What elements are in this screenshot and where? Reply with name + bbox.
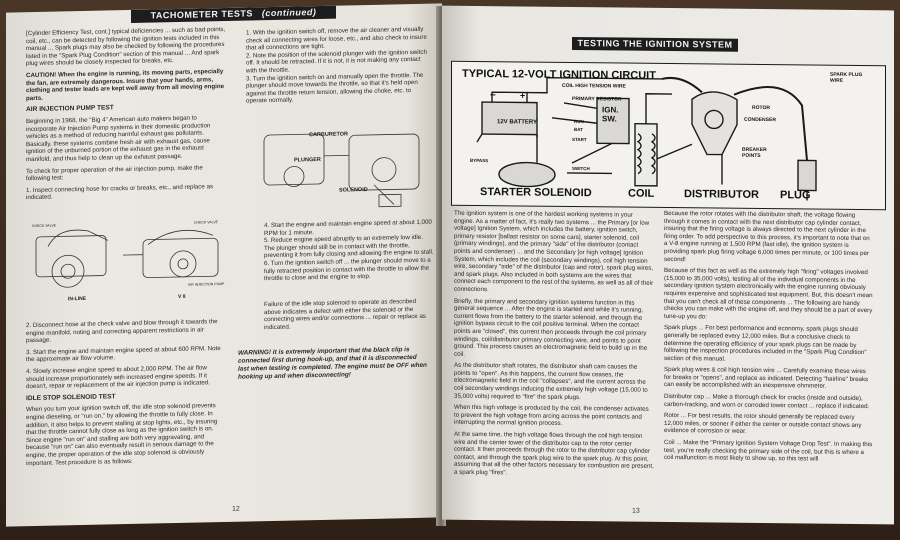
start-label: START (572, 136, 587, 143)
fig-label-check-valve-2: CHECK VALVE (194, 220, 218, 225)
air-pump-title: AIR INJECTION PUMP TEST (26, 104, 114, 114)
ignition-para-7: Because of this fact as well as the extremely high "firing" voltages involved (15,000 to 35,000 volts), testing all of the individual components in the secondary ignition system electronically with the engine running obviously requires expensive and sophisticated test equipment. But, this doesn't mean that you can't check all of these components ... The following are handy checks you can make with the engine off, and they should be a part of every tune-up you do: (664, 267, 873, 321)
air-step-2: 2. Disconnect hose at the check valve and blow through it towards the engine manifold, noting and correcting apparent restrictions in air passage. (26, 318, 218, 345)
caption-distributor: DISTRIBUTOR (684, 188, 759, 201)
rotor-check: Rotor ... For best results, the rotor should generally be replaced every 12,000 miles, or sooner if either the center or outside contact shows any evidence of corrosion or wear. (664, 412, 862, 436)
distributor-shape (692, 92, 737, 155)
right-page-header: TESTING THE IGNITION SYSTEM (572, 37, 738, 52)
primary-resistor-label: PRIMARY RESISTOR (572, 95, 622, 103)
left-column-2-top: 1. With the ignition switch off, remove the air cleaner and visually check all connecting wires for loose, etc., and also check to insure that all connections are tight. 2. Note the position of the solenoid plunger with the ignition switch off. It should be retracted. If it is not, it is not making any contact with the throttle. 3. Turn the ignition switch on and manually open the throttle. The plunger should move towards the throttle, so that it's held open against the throttle return tension, allowing the choke, etc. to operate normally. (246, 25, 427, 105)
coil-hv-wire-label: COIL HIGH TENSION WIRE (562, 82, 626, 90)
idle-stop-text: When you turn your ignition switch off, the idle stop solenoid prevents engine dieseling, or "run on," by allowing the throttle to fully close. In addition, it also helps to prevent stalling at stop lights, etc., by insuring that the throttle cannot fully close as long as the ignition switch is on. Since engine "run on" and stalling are both very aggravating, and because "run on" can also eventually result in serious damage to the engine, the proper operation of the idle stop solenoid is obviously important. Test procedure is as follows: (26, 402, 218, 467)
breaker-points-label: BREAKER POINTS (742, 146, 767, 159)
ignition-para-1: The ignition system is one of the hardest working systems in your engine. As a matter of fact, it's really two systems ... the Primary [or low voltage] Ignition System, which includes the battery, ignition switch, primary resistor [ballast resistor on some cars], starter solenoid, coil (primary windings), and the primary "side" of the distributor (contact points and condenser) ... and the Secondary [or high voltage] Ignition System, which includes the coil (secondary windings), coil high tension wire, secondary "side" of the distributor (cap and rotor), spark plug wires, and spark plugs. Also included in both systems are the wires that connect each component to the rest of the systems, as well as all of their connections. (454, 209, 654, 294)
left-column-2-steps: 4. Start the engine and maintain engine speed at about 1,000 RPM for 1 minute. 5. Reduce engine speed abruptly to an extremely low idle. The plunger should still be in contact with the throttle, preventing it from fully closing and allowing the engine to stall. 6. Turn the ignition switch off ... the plunger should move to a fully retracted position in contact with the throttle to allow the throttle to close and the engine to stop. (264, 218, 434, 283)
intro-paragraph: [Cylinder Efficiency Test, cont.] typical deficiencies ... such as bad points, coil, etc., can be detected by following the ignition tests included in this manual ... Spark plugs may also be checked by following the procedures listed in the "Spark Plug Condition" section of this manual ... And spark plug wires should be closely inspected for breaks, etc. (26, 25, 226, 68)
run-label: RUN (574, 119, 584, 125)
ign-switch-label: IGN. SW. (602, 105, 619, 124)
distributor-cap-check: Distributor cap ... Make a thorough check for cracks (inside and outside), carbon-tracking, and worn or corroded tower contact ... replace if indicated. (664, 393, 870, 410)
spark-plug-shape (798, 160, 816, 190)
air-pump-text: Beginning in 1968, the "Big 4" American auto makers began to incorporate Air Injection Pump systems in their domestic production vehicles as a method of reducing harmful exhaust gas pollutants. Basically, these systems combine fresh air with exhaust gas, cause ignition of the unburned portion of the exhaust gas in the exhaust manifold, and thus help to clean up the exhaust passage. (26, 114, 211, 164)
ignition-para-2: Briefly, the primary and secondary ignition systems function in this general sequence ... After the engine is started and while it's running, current flows from the battery to the starter solenoid, and through the ignition bypass circuit to the coil positive terminal. When the contact points are "closed", this current then proceeds through the coil primary windings, coil/distributor primary connecting wire, and points to point ground. This process causes an electromagnetic field to build up in the coil. (454, 297, 648, 358)
ignition-para-6: Because the rotor rotates with the distributor shaft, the voltage flowing through it comes in contact with the next distributor cap cylinder contact, insuring that the firing voltage is always directed to the next cylinder in the firing order. To add perspective to this process, it's important to note that on a V-8 engine running at 1,500 RPM (fast idle), the ignition system is providing spark plug firing voltage 6,000 times per minute, or 100 times per second! (664, 209, 870, 263)
fig-label-v8: V 8 (178, 293, 186, 300)
header-title: TACHOMETER TESTS (150, 8, 253, 21)
rotor-label: ROTOR (752, 104, 770, 112)
right-column-2 (664, 210, 874, 468)
battery-label: 12V BATTERY (497, 119, 538, 126)
left-page (6, 3, 442, 526)
caption-plug: PLUG (780, 189, 811, 202)
diagram-title: TYPICAL 12-VOLT IGNITION CIRCUIT (462, 67, 656, 82)
header-subtitle: (continued) (261, 7, 317, 19)
ignition-para-5: At the same time, the high voltage flows through the coil high tension wire and the center tower of the distributor cap to the rotor center contact. It then proceeds through the rotor to the distributor cap cylinder contact, and through the spark plug wire to the spark plug. At this point, assuming that all the other factors necessary for combustion are present, a spark plug "fires". (454, 430, 654, 477)
battery-minus: − (490, 90, 496, 102)
air-step-3: 3. Start the engine and maintain engine speed at about 600 RPM. Note the approximate air flow volume. (26, 344, 221, 364)
left-column-1-lower (26, 318, 226, 471)
caution-paragraph: CAUTION! When the engine is running, its moving parts, especially the fan, are extremely dangerous. Insure that your hands, arms, clothing and tester leads are kept well away from all moving engine parts. (26, 67, 225, 102)
left-column-2-fail: Failure of the idle stop solenoid to operate as described above indicates a defect with either the solenoid or the connecting wires and/or connections ... repair or replace as indicated. (264, 297, 426, 331)
battery-plus: + (520, 90, 526, 101)
left-page-number: 12 (232, 505, 240, 513)
spark-plug-wires-check: Spark plug wires & coil high tension wire ... Carefully examine these wires for breaks or "opens", and replace as indicated. Detecting "hairline" breaks can easily be accomplished with an inexpensive ohmmeter. (664, 366, 869, 391)
fig-label-check-valve-1: CHECK VALVE (32, 223, 56, 229)
starter-solenoid-shape (499, 162, 555, 187)
air-step-4: 4. Slowly increase engine speed to about 2,000 RPM. The air flow should increase proportionately with increased engine speeds. If it doesn't, repair or replacement of the air injection pump is indicated. (26, 364, 210, 391)
fig-label-air-pump: AIR INJECTION PUMP (188, 281, 225, 287)
left-column-1 (26, 26, 226, 206)
right-column-1 (454, 210, 654, 483)
caption-starter-solenoid: STARTER SOLENOID (480, 186, 592, 200)
carburetor-figure (254, 114, 434, 218)
warning-text: WARNING! It is extremely important that the black clip is connected first during hook-up, and that it is disconnected last when testing is completed. The engine must be OFF when hooking up and when disconnecting! (238, 346, 427, 381)
idle-stop-title: IDLE STOP SOLENOID TEST (26, 393, 116, 402)
air-step-1: 1. Inspect connecting hose for cracks or breaks, etc., and replace as indicated. (26, 182, 214, 202)
condenser-label: CONDENSER (744, 116, 776, 124)
caption-coil: COIL (628, 187, 655, 200)
bat-label: BAT (574, 127, 583, 133)
bypass-label: BYPASS (470, 157, 489, 164)
right-page (442, 6, 894, 525)
ignition-para-4: When this high voltage is produced by the coil, the condenser activates to prevent the high voltage from arcing across the point contacts and interrupting the normal ignition process. (454, 404, 649, 428)
switch-label: SWITCH (572, 165, 590, 172)
ignition-para-3: As the distributor shaft rotates, the distributor shaft cam causes the points to "open". As this happens, the current flow ceases, the electromagnetic field in the coil "collapses", and the current across the coil secondary windings inducing the extremely high voltage (15,000 to 35,000 volts) required to "fire" the spark plugs. (454, 362, 648, 401)
coil-shape (635, 124, 657, 186)
air-pump-figure (28, 213, 233, 309)
fig-label-inline: IN-LINE (68, 295, 87, 303)
spark-plug-wire-label: SPARK PLUG WIRE (830, 71, 863, 84)
air-pump-check: To check for proper operation of the air injection pump, make the following test: (26, 163, 203, 183)
right-page-number: 13 (632, 507, 640, 515)
fig-label-plunger: PLUNGER (294, 156, 321, 164)
spark-plugs-check: Spark plugs ... For best performance and economy, spark plugs should generally be replaced every 12,000 miles. But a conclusive check to determine the operating efficiency of your spark plugs can be made by following the inspection procedures included in the "Spark Plug Condition" section of this manual. (664, 324, 867, 363)
ignition-diagram (451, 61, 886, 211)
coil-check: Coil ... Make the "Primary Ignition System Voltage Drop Test". In making this test, you're really checking the primary side of the coil, but this is where a coil malfunction is most likely to show up, so this test will (664, 438, 873, 463)
battery-shape (482, 102, 537, 135)
fig-label-carburetor: CARBURETOR (309, 131, 349, 139)
fig-label-solenoid: SOLENOID (339, 186, 368, 194)
